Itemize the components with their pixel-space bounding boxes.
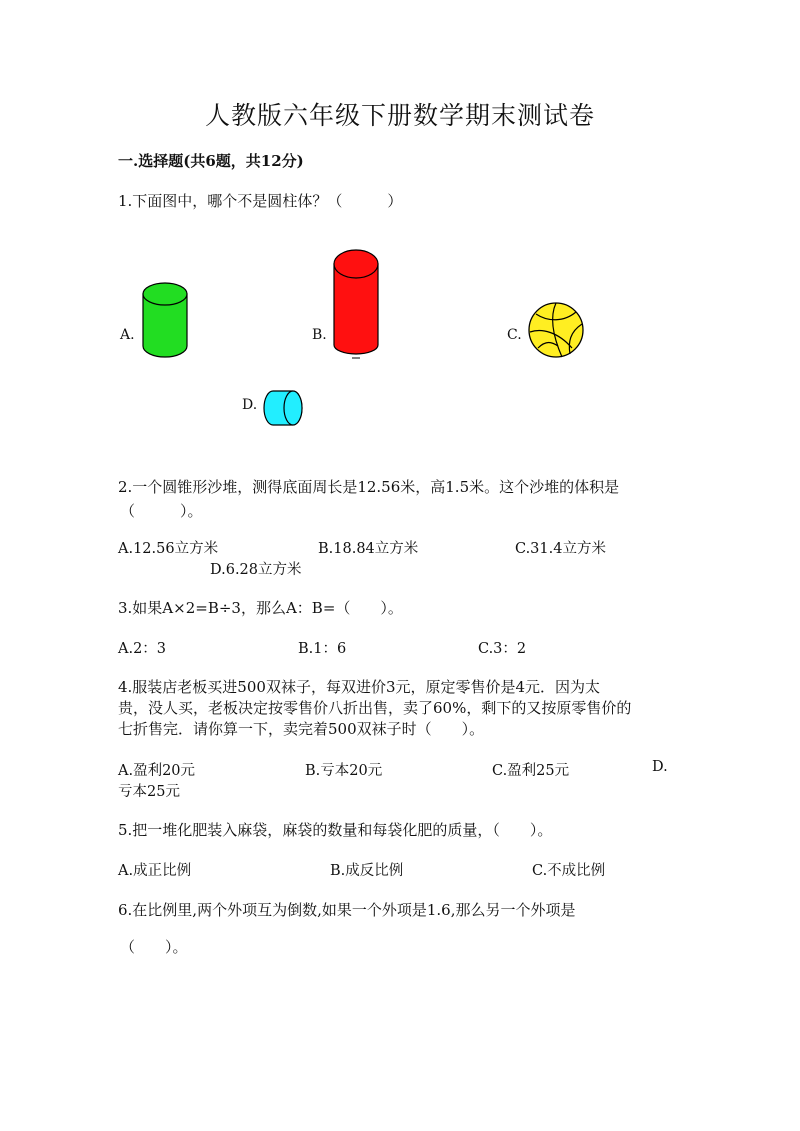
red-cylinder-figure: [333, 249, 379, 361]
q3-option-a: A.2：3: [118, 641, 167, 657]
q2-option-a: A.12.56立方米: [118, 541, 219, 557]
q4-option-c: C.盈利25元: [492, 763, 570, 779]
question-4-line-3: 七折售完．请你算一下，卖完着500双袜子时（ ）。: [118, 720, 485, 738]
question-3-stem: 3.如果A×2=B÷3，那么A：B=（ ）。: [118, 599, 403, 617]
q5-option-b: B.成反比例: [330, 863, 404, 879]
q4-option-d: D.: [652, 759, 668, 775]
question-1-stem: 1.下面图中，哪个不是圆柱体？（ ）: [118, 192, 403, 210]
q1-option-a-label: A.: [120, 327, 135, 343]
q4-option-d-continued: 亏本25元: [118, 784, 180, 800]
q5-option-a: A.成正比例: [118, 863, 192, 879]
question-2-line-2: （ ）。: [120, 502, 203, 520]
green-cylinder-figure: [142, 282, 188, 358]
q3-option-b: B.1：6: [298, 641, 347, 657]
yellow-ball-figure: [528, 302, 584, 358]
q2-option-b: B.18.84立方米: [318, 541, 419, 557]
q5-option-c: C.不成比例: [532, 863, 606, 879]
section-heading: 一.选择题(共6题，共12分): [118, 152, 304, 170]
q1-option-b-label: B.: [312, 327, 327, 343]
q1-option-d-label: D.: [242, 397, 258, 413]
question-6-line-1: 6.在比例里,两个外项互为倒数,如果一个外项是1.6,那么另一个外项是: [118, 901, 576, 919]
q1-option-c-label: C.: [507, 327, 522, 343]
cyan-cylinder-figure: [263, 390, 303, 426]
q3-option-c: C.3：2: [478, 641, 527, 657]
question-4-line-2: 贵，没人买，老板决定按零售价八折出售，卖了60%，剩下的又按原零售价的: [118, 699, 632, 717]
question-5-stem: 5.把一堆化肥装入麻袋，麻袋的数量和每袋化肥的质量，（ ）。: [118, 821, 553, 839]
question-6-line-2: （ ）。: [120, 938, 188, 956]
page-title: 人教版六年级下册数学期末测试卷: [204, 101, 595, 130]
q4-option-b: B.亏本20元: [305, 763, 383, 779]
q4-option-a: A.盈利20元: [118, 763, 196, 779]
q2-option-d: D.6.28立方米: [210, 562, 302, 578]
question-4-line-1: 4.服装店老板买进500双袜子，每双进价3元，原定零售价是4元．因为太: [118, 678, 601, 696]
question-2-line-1: 2.一个圆锥形沙堆，测得底面周长是12.56米，高1.5米。这个沙堆的体积是: [118, 478, 620, 496]
q2-option-c: C.31.4立方米: [515, 541, 606, 557]
